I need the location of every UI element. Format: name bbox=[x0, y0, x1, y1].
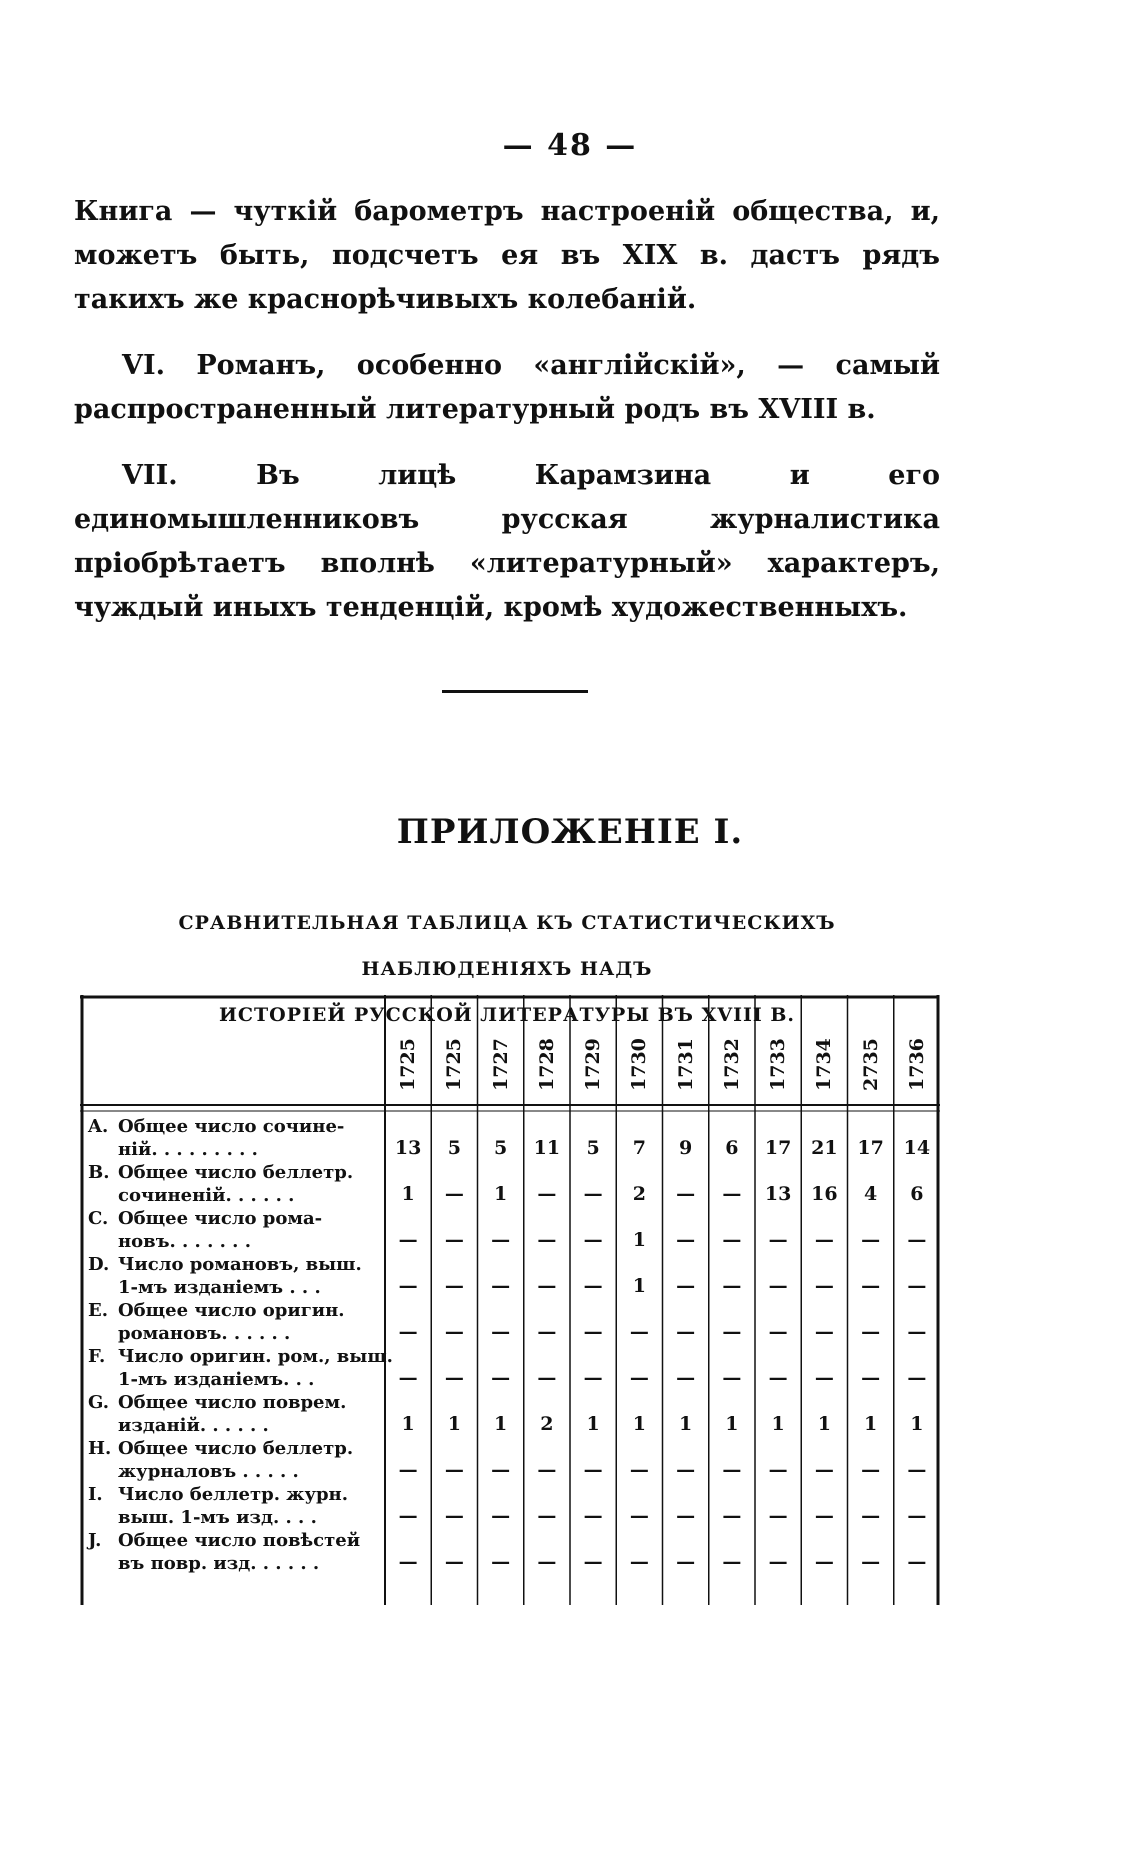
table-cell: 13 bbox=[394, 1137, 422, 1159]
table-cell: 1 bbox=[771, 1413, 785, 1435]
table-cell: — bbox=[907, 1505, 927, 1527]
table-cell: 5 bbox=[586, 1137, 600, 1159]
page-number: — 48 — bbox=[502, 128, 638, 163]
table-cell: — bbox=[629, 1459, 649, 1481]
table-cell: — bbox=[629, 1367, 649, 1389]
table-cell: 2 bbox=[540, 1413, 554, 1435]
table-cell: — bbox=[861, 1459, 881, 1481]
table-cell: — bbox=[676, 1183, 696, 1205]
table-cell: — bbox=[583, 1505, 603, 1527]
table-cell: 14 bbox=[903, 1137, 931, 1159]
table-cell: — bbox=[814, 1551, 834, 1573]
statistics-table bbox=[80, 995, 940, 1605]
row-label bbox=[88, 1483, 380, 1529]
table-cell: — bbox=[583, 1275, 603, 1297]
year-header: 1729 bbox=[582, 1038, 605, 1091]
table-cell: — bbox=[444, 1183, 464, 1205]
table-cell: — bbox=[907, 1459, 927, 1481]
table-cell: 1 bbox=[494, 1183, 508, 1205]
row-text: Общее число оригин. bbox=[118, 1300, 345, 1321]
caption-line-2: ИСТОРІЕЙ РУССКОЙ ЛИТЕРАТУРЫ ВЪ XVIII В. bbox=[218, 1004, 796, 1026]
table-cell: 17 bbox=[857, 1137, 884, 1159]
table-cell: — bbox=[676, 1505, 696, 1527]
table-cell: 1 bbox=[632, 1229, 646, 1251]
table-cell: 1 bbox=[401, 1413, 415, 1435]
row-letter: F. bbox=[88, 1346, 106, 1367]
paragraph-karamzin-journalism bbox=[74, 454, 940, 630]
table-cell: — bbox=[722, 1321, 742, 1343]
table-cell: — bbox=[398, 1367, 418, 1389]
table-cell: — bbox=[444, 1321, 464, 1343]
table-cell: — bbox=[537, 1459, 557, 1481]
row-label-line-1 bbox=[88, 1299, 380, 1322]
table-cell: — bbox=[907, 1229, 927, 1251]
table-cell: 4 bbox=[864, 1183, 878, 1205]
table-cell: 1 bbox=[494, 1413, 508, 1435]
table-cell: 1 bbox=[725, 1413, 739, 1435]
table-cell: — bbox=[722, 1229, 742, 1251]
paragraph-text: VII. Въ лицѣ Карамзина и его единомышленниковъ русская журналистика пріобрѣтаетъ вполнѣ «литературный» характеръ, чуждый иныхъ тенденцій, кромѣ художественныхъ. bbox=[74, 460, 940, 623]
row-label-line-1 bbox=[88, 1483, 380, 1506]
table-cell: 1 bbox=[679, 1413, 693, 1435]
table-cell: — bbox=[398, 1505, 418, 1527]
row-label-line-2: 1-мъ изданіемъ. . . bbox=[118, 1369, 315, 1390]
year-header: 1725 bbox=[397, 1038, 420, 1091]
row-letter: J. bbox=[88, 1530, 102, 1551]
table-cell: — bbox=[722, 1459, 742, 1481]
table-cell: — bbox=[398, 1275, 418, 1297]
table-cell: — bbox=[907, 1275, 927, 1297]
row-letter: I. bbox=[88, 1484, 103, 1505]
row-label-line-2: въ повр. изд. . . . . . bbox=[118, 1553, 320, 1574]
table-cell: — bbox=[907, 1321, 927, 1343]
row-label-line-2: ній. . . . . . . . . bbox=[118, 1139, 258, 1160]
row-label-line-1 bbox=[88, 1207, 380, 1230]
appendix-title: ПРИЛОЖЕНІЕ I. bbox=[396, 812, 744, 852]
row-label-line-2: журналовъ . . . . . bbox=[118, 1461, 299, 1482]
table-cell: 1 bbox=[910, 1413, 924, 1435]
row-letter: A. bbox=[88, 1116, 109, 1137]
table-cell: — bbox=[537, 1505, 557, 1527]
row-text: Общее число сочине- bbox=[118, 1116, 345, 1137]
table-cell: — bbox=[444, 1275, 464, 1297]
table-cell: — bbox=[537, 1321, 557, 1343]
paragraph-text: VI. Романъ, особенно «англійскій», — самый распространенный литературный родъ въ XVIII в. bbox=[74, 350, 940, 425]
row-label-line-2: романовъ. . . . . . bbox=[118, 1323, 291, 1344]
table-cell: — bbox=[629, 1321, 649, 1343]
row-letter: G. bbox=[88, 1392, 109, 1413]
year-header: 1725 bbox=[443, 1038, 466, 1091]
table-cell: — bbox=[814, 1367, 834, 1389]
table-cell: 1 bbox=[401, 1183, 415, 1205]
table-cell: — bbox=[768, 1459, 788, 1481]
table-cell: — bbox=[861, 1505, 881, 1527]
table-cell: — bbox=[814, 1321, 834, 1343]
row-label-line-2: выш. 1-мъ изд. . . . bbox=[118, 1507, 317, 1528]
table-cell: 1 bbox=[632, 1413, 646, 1435]
table-cell: — bbox=[722, 1275, 742, 1297]
row-text: Число романовъ, выш. bbox=[118, 1254, 362, 1275]
row-label bbox=[88, 1161, 380, 1207]
table-cell: — bbox=[629, 1505, 649, 1527]
table-cell: 6 bbox=[910, 1183, 924, 1205]
table-cell: — bbox=[583, 1551, 603, 1573]
table-cell: — bbox=[861, 1275, 881, 1297]
row-text: Общее число беллетр. bbox=[118, 1438, 354, 1459]
year-header: 1732 bbox=[720, 1038, 743, 1091]
row-text: Общее число поврем. bbox=[118, 1392, 347, 1413]
row-label-line-1 bbox=[88, 1345, 393, 1368]
table-cell: — bbox=[583, 1229, 603, 1251]
table-cell: — bbox=[814, 1459, 834, 1481]
table-cell: — bbox=[861, 1321, 881, 1343]
table-cell: 6 bbox=[725, 1137, 739, 1159]
row-label-line-1 bbox=[88, 1161, 380, 1184]
row-text: Число оригин. ром., выш. bbox=[118, 1346, 393, 1367]
table-cell: — bbox=[676, 1459, 696, 1481]
row-label-line-1 bbox=[88, 1115, 380, 1138]
table-cell: — bbox=[491, 1551, 511, 1573]
table-cell: — bbox=[491, 1229, 511, 1251]
row-label-line-2: новъ. . . . . . . bbox=[118, 1231, 251, 1252]
year-header: 1730 bbox=[628, 1038, 651, 1091]
table-cell: — bbox=[676, 1551, 696, 1573]
row-letter: B. bbox=[88, 1162, 110, 1183]
table-cell: — bbox=[768, 1367, 788, 1389]
table-cell: — bbox=[537, 1367, 557, 1389]
table-cell: — bbox=[768, 1229, 788, 1251]
table-cell: 5 bbox=[447, 1137, 461, 1159]
section-divider bbox=[442, 690, 588, 693]
table-cell: 5 bbox=[494, 1137, 508, 1159]
table-cell: 16 bbox=[811, 1183, 838, 1205]
table-cell: 1 bbox=[864, 1413, 878, 1435]
table-cell: — bbox=[861, 1551, 881, 1573]
table-cell: 1 bbox=[586, 1413, 600, 1435]
table-cell: — bbox=[537, 1183, 557, 1205]
row-label-line-2: сочиненій. . . . . . bbox=[118, 1185, 295, 1206]
table-cell: — bbox=[444, 1505, 464, 1527]
row-letter: E. bbox=[88, 1300, 108, 1321]
table-cell: — bbox=[768, 1551, 788, 1573]
table-cell: — bbox=[814, 1275, 834, 1297]
table-cell: 7 bbox=[632, 1137, 646, 1159]
row-label bbox=[88, 1299, 380, 1345]
table-cell: — bbox=[861, 1367, 881, 1389]
table-cell: — bbox=[537, 1275, 557, 1297]
table-cell: 21 bbox=[811, 1137, 838, 1159]
table-cell: — bbox=[444, 1551, 464, 1573]
row-label bbox=[88, 1437, 380, 1483]
row-label-line-1 bbox=[88, 1437, 380, 1460]
table-cell: — bbox=[398, 1551, 418, 1573]
row-text: Общее число беллетр. bbox=[118, 1162, 354, 1183]
table-cell: — bbox=[583, 1321, 603, 1343]
row-label bbox=[88, 1529, 380, 1575]
paragraph-book-barometer bbox=[74, 190, 940, 322]
row-label-line-2: 1-мъ изданіемъ . . . bbox=[118, 1277, 321, 1298]
table-cell: — bbox=[583, 1183, 603, 1205]
row-letter: C. bbox=[88, 1208, 109, 1229]
row-letter: D. bbox=[88, 1254, 110, 1275]
table-cell: — bbox=[444, 1367, 464, 1389]
table-cell: — bbox=[491, 1321, 511, 1343]
year-header: 2735 bbox=[859, 1038, 882, 1091]
row-label-line-2: изданій. . . . . . bbox=[118, 1415, 269, 1436]
row-label-line-1 bbox=[88, 1529, 380, 1552]
table-cell: 1 bbox=[447, 1413, 461, 1435]
year-header: 1733 bbox=[767, 1038, 790, 1091]
table-cell: — bbox=[722, 1505, 742, 1527]
table-cell: — bbox=[768, 1321, 788, 1343]
row-letter: H. bbox=[88, 1438, 112, 1459]
year-header: 1736 bbox=[905, 1038, 928, 1091]
table-cell: — bbox=[491, 1505, 511, 1527]
table-cell: — bbox=[444, 1229, 464, 1251]
table-cell: — bbox=[814, 1229, 834, 1251]
table-cell: — bbox=[398, 1229, 418, 1251]
table-cell: — bbox=[537, 1551, 557, 1573]
table-cell: — bbox=[676, 1229, 696, 1251]
table-cell: — bbox=[491, 1275, 511, 1297]
table-cell: — bbox=[491, 1459, 511, 1481]
table-cell: — bbox=[722, 1551, 742, 1573]
paragraph-text: Книга — чуткій барометръ настроеній общества, и, можетъ быть, подсчетъ ея въ XIX в. дастъ рядъ такихъ же краснорѣчивыхъ колебаній. bbox=[74, 196, 940, 315]
table-cell: — bbox=[398, 1321, 418, 1343]
row-label bbox=[88, 1253, 380, 1299]
table-cell: 9 bbox=[679, 1137, 693, 1159]
table-cell: 1 bbox=[817, 1413, 831, 1435]
row-text: Общее число рома- bbox=[118, 1208, 323, 1229]
row-label-line-1 bbox=[88, 1391, 380, 1414]
row-text: Общее число повѣстей bbox=[118, 1530, 361, 1551]
table-cell: 11 bbox=[533, 1137, 561, 1159]
table-cell: — bbox=[491, 1367, 511, 1389]
table-cell: — bbox=[907, 1367, 927, 1389]
table-cell: — bbox=[814, 1505, 834, 1527]
table-cell: 2 bbox=[632, 1183, 646, 1205]
table-cell: — bbox=[444, 1459, 464, 1481]
row-label bbox=[88, 1207, 380, 1253]
table-cell: — bbox=[861, 1229, 881, 1251]
paragraph-novel-genre bbox=[74, 344, 940, 432]
table-cell: — bbox=[722, 1367, 742, 1389]
table-cell: — bbox=[768, 1505, 788, 1527]
table-cell: 13 bbox=[764, 1183, 792, 1205]
row-label bbox=[88, 1345, 393, 1391]
table-cell: 17 bbox=[764, 1137, 792, 1159]
year-header: 1731 bbox=[674, 1038, 697, 1091]
table-cell: — bbox=[537, 1229, 557, 1251]
table-cell: — bbox=[907, 1551, 927, 1573]
year-header: 1734 bbox=[813, 1038, 836, 1091]
year-header: 1727 bbox=[489, 1038, 512, 1091]
table-cell: — bbox=[676, 1367, 696, 1389]
table-cell: — bbox=[768, 1275, 788, 1297]
row-label bbox=[88, 1391, 380, 1437]
caption-line-1: СРАВНИТЕЛЬНАЯ ТАБЛИЦА КЪ СТАТИСТИЧЕСКИХЪ НАБЛЮДЕНІЯХЪ НАДЪ bbox=[178, 912, 836, 980]
table-cell: — bbox=[676, 1321, 696, 1343]
table-cell: — bbox=[583, 1459, 603, 1481]
row-label bbox=[88, 1115, 380, 1161]
table-cell: — bbox=[629, 1551, 649, 1573]
year-header: 1728 bbox=[535, 1038, 558, 1091]
table-cell: — bbox=[676, 1275, 696, 1297]
row-label-line-1 bbox=[88, 1253, 380, 1276]
table-cell: 1 bbox=[632, 1275, 646, 1297]
table-cell: — bbox=[583, 1367, 603, 1389]
row-text: Число беллетр. журн. bbox=[118, 1484, 349, 1505]
table-cell: — bbox=[398, 1459, 418, 1481]
table-cell: — bbox=[722, 1183, 742, 1205]
